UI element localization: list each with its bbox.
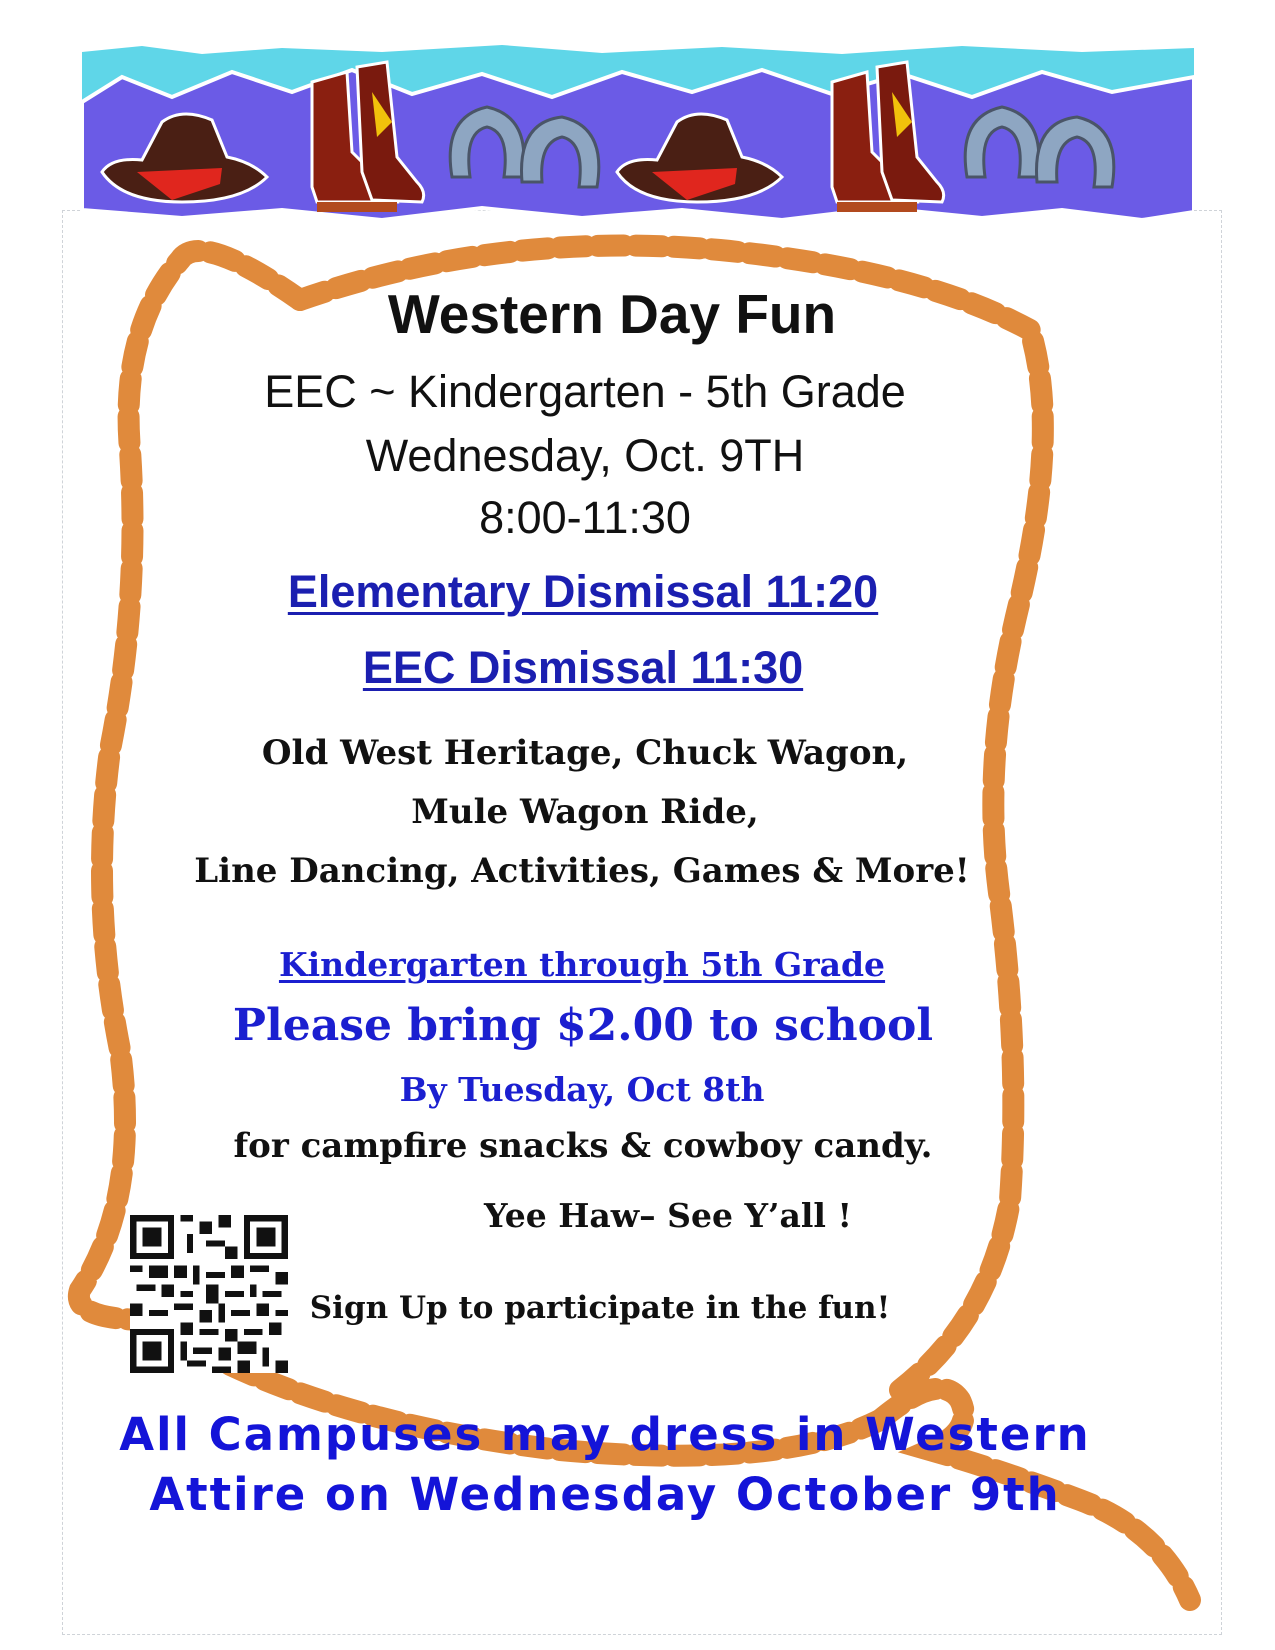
farewell-line: Yee Haw– See Y’all ! bbox=[484, 1196, 852, 1235]
deadline-line: By Tuesday, Oct 8th bbox=[399, 1070, 765, 1109]
date-line: Wednesday, Oct. 9TH bbox=[365, 430, 805, 481]
qr-code-icon[interactable] bbox=[130, 1215, 288, 1373]
activities-line-1: Old West Heritage, Chuck Wagon, bbox=[261, 733, 909, 773]
flyer-title: Western Day Fun bbox=[387, 283, 837, 345]
attire-line-1: All Campuses may dress in Western bbox=[119, 1408, 1091, 1461]
audience-line: EEC ~ Kindergarten - 5th Grade bbox=[264, 366, 906, 417]
attire-line-2: Attire on Wednesday October 9th bbox=[149, 1468, 1061, 1521]
bring-money-line: Please bring $2.00 to school bbox=[232, 1000, 934, 1051]
time-line: 8:00-11:30 bbox=[479, 492, 691, 543]
eec-dismissal: EEC Dismissal 11:30 bbox=[362, 642, 804, 693]
signup-line: Sign Up to participate in the fun! bbox=[309, 1290, 891, 1326]
purpose-line: for campfire snacks & cowboy candy. bbox=[233, 1126, 933, 1166]
activities-line-2: Mule Wagon Ride, bbox=[411, 792, 759, 832]
elementary-dismissal: Elementary Dismissal 11:20 bbox=[287, 566, 879, 617]
activities-line-3: Line Dancing, Activities, Games & More! bbox=[194, 851, 970, 891]
grade-note: Kindergarten through 5th Grade bbox=[278, 945, 886, 984]
